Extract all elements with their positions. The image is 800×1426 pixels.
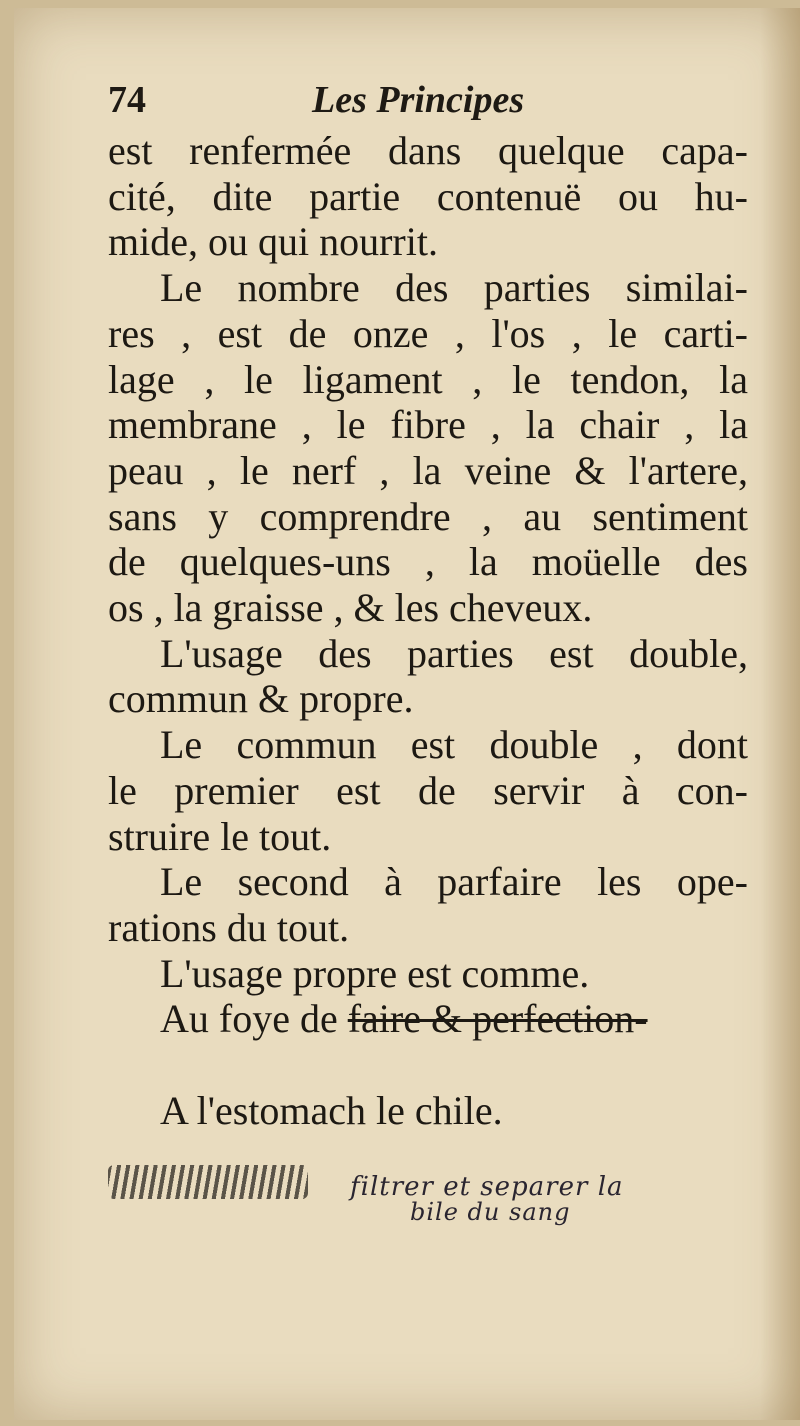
- struck-text: faire & perfection-: [347, 996, 648, 1042]
- text-line: membrane , le fibre , la chair , la: [108, 402, 748, 448]
- ink-strikethrough-blot: [108, 1165, 308, 1199]
- binding-shadow: [760, 8, 800, 1420]
- text-line: rations du tout.: [108, 904, 350, 950]
- text-line: sans y comprendre , au sentiment: [108, 493, 748, 539]
- text-line: Le nombre des parties similai-: [160, 265, 748, 311]
- handwritten-annotation: bile du sang: [410, 1198, 571, 1226]
- text-line: commun & propre.: [108, 676, 414, 722]
- text-line: os , la graisse , & les cheveux.: [108, 585, 593, 631]
- text-line-blank: [108, 1042, 748, 1088]
- text-line: L'usage des parties est double,: [160, 630, 748, 676]
- text-line: le premier est de servir à con-: [108, 767, 748, 813]
- handwritten-annotation: filtrer et separer la: [350, 1172, 624, 1202]
- text-line-start: Au foye de: [160, 996, 338, 1042]
- text-line: Le commun est double , dont: [160, 722, 748, 768]
- page-header: [108, 78, 748, 128]
- text-line: cité, dite partie contenuë ou hu-: [108, 173, 748, 219]
- text-line: de quelques-uns , la moüelle des: [108, 539, 748, 585]
- text-line: lage , le ligament , le tendon, la: [108, 356, 748, 402]
- body-text: [108, 128, 748, 1133]
- text-line: res , est de onze , l'os , le carti-: [108, 310, 748, 356]
- text-line: [108, 996, 748, 1042]
- page-number: 74: [108, 79, 146, 121]
- text-line: Le second à parfaire les ope-: [160, 859, 748, 905]
- text-line: struire le tout.: [108, 813, 332, 859]
- text-line: est renfermée dans quelque capa-: [108, 128, 748, 173]
- text-line: L'usage propre est comme.: [160, 950, 590, 996]
- running-title: Les Principes: [312, 79, 525, 121]
- text-line: peau , le nerf , la veine & l'artere,: [108, 447, 748, 493]
- text-line: mide, ou qui nourrit.: [108, 219, 438, 265]
- text-line: A l'estomach le chile.: [160, 1087, 503, 1133]
